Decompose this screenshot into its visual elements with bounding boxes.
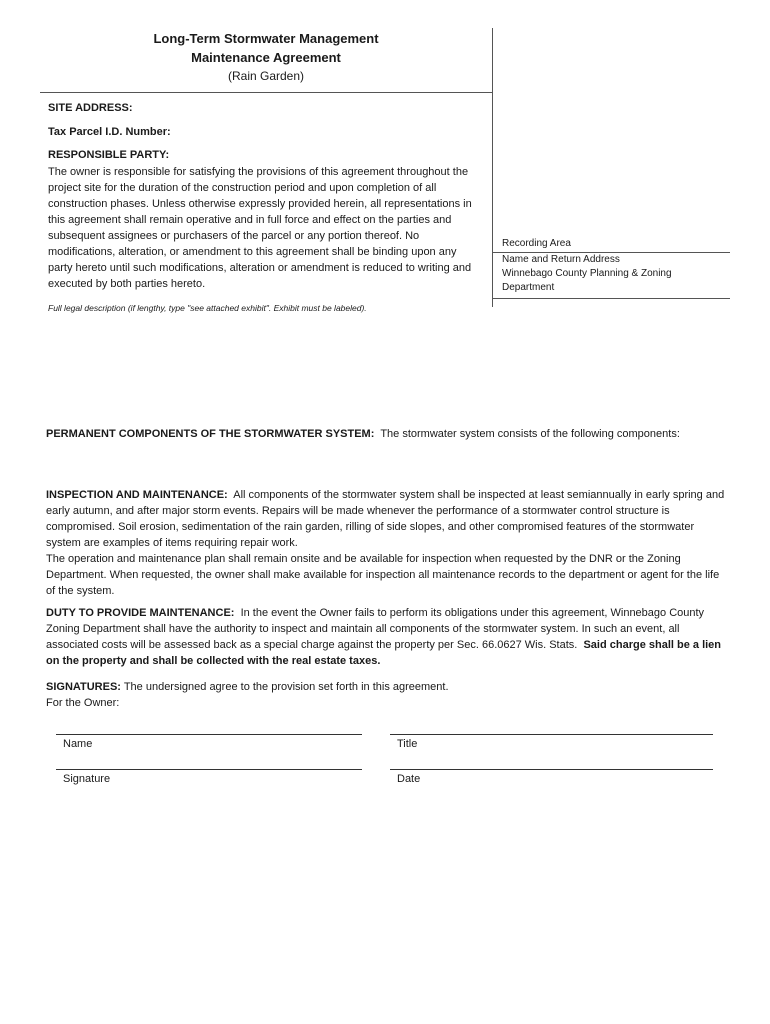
legal-description-note: Full legal description (if lengthy, type "see attached exhibit". Exhibit must be labeled). xyxy=(48,303,367,313)
duty-label: DUTY TO PROVIDE MAINTENANCE: xyxy=(46,607,235,619)
for-owner-label: For the Owner: xyxy=(46,697,120,709)
agreement-subtitle: (Rain Garden) xyxy=(227,69,305,83)
duty-bold-text: Said charge shall be a lien on the property and shall be collected with the real estate taxes. xyxy=(46,639,722,667)
return-address-line3: Department xyxy=(502,282,555,293)
inspection-text-2: The operation and maintenance plan shall remain onsite and be available for inspection when requested by the DNR or the Zoning Department. When requested, the owner shall make available for inspection all maintenance records to the department or agent for the life of the system. xyxy=(46,553,720,597)
signatures-section xyxy=(46,679,726,711)
duty-section xyxy=(46,605,726,669)
permanent-components-label: PERMANENT COMPONENTS OF THE STORMWATER SYSTEM: xyxy=(46,428,375,440)
return-address xyxy=(502,253,722,295)
signatures-text: The undersigned agree to the provision set forth in this agreement. xyxy=(123,681,449,693)
header-divider xyxy=(40,92,492,93)
signature-line[interactable] xyxy=(56,769,362,770)
name-signature-line[interactable] xyxy=(56,734,362,735)
inspection-label: INSPECTION AND MAINTENANCE: xyxy=(46,489,228,501)
inspection-text: All components of the stormwater system shall be inspected at least semiannually in early spring and early autumn, and after major storm events. Repairs will be made whenever the performance of a stormwater control structure is compromised. Soil erosion, sedimentation of the rain garden, rilling of side slopes, and other compromised features of the stormwater system are examples of items requiring repair work. xyxy=(46,489,725,549)
name-label: Name xyxy=(63,738,93,750)
responsible-party-text: The owner is responsible for satisfying the provisions of this agreement throughout the project site for the duration of the construction period and upon completion of all construction phases. Unless otherwise expressly provided herein, all representations in this agreement shall remain operative and in full force and effect on the parties and subsequent assignees or purchasers of the parcel or any portion thereof. No modifications, alteration, or amendment to this agreement shall be binding upon any party hereto until such modifications, alteration or amendment is reduced to writing and executed by both parties hereto. xyxy=(48,166,472,290)
site-address-label: SITE ADDRESS: xyxy=(48,102,133,114)
agreement-title-line1: Long-Term Stormwater Management xyxy=(153,31,379,46)
signature-label: Signature xyxy=(63,773,111,785)
inspection-section xyxy=(46,487,726,599)
permanent-components-section xyxy=(46,426,726,442)
return-address-line1: Name and Return Address xyxy=(502,254,620,265)
tax-parcel-label: Tax Parcel I.D. Number: xyxy=(48,126,171,138)
agreement-title-line2: Maintenance Agreement xyxy=(191,50,341,65)
recording-area-divider xyxy=(492,28,493,307)
permanent-components-text: The stormwater system consists of the following components: xyxy=(380,428,680,440)
date-label: Date xyxy=(397,773,421,785)
title-label: Title xyxy=(397,738,418,750)
responsible-party-label: RESPONSIBLE PARTY: xyxy=(48,149,170,161)
title-signature-line[interactable] xyxy=(390,734,713,735)
recording-area-bottom-rule xyxy=(492,298,730,299)
recording-area-label: Recording Area xyxy=(502,238,571,249)
signatures-label: SIGNATURES: xyxy=(46,681,121,693)
date-line[interactable] xyxy=(390,769,713,770)
return-address-line2: Winnebago County Planning & Zoning xyxy=(502,268,672,279)
duty-text: In the event the Owner fails to perform its obligations under this agreement, Winnebago County Zoning Department shall have the authority to inspect and maintain all components of the stormwater system. In such an event, all associated costs will be assessed back as a special charge against the property per Sec. 66.0627 Wis. Stats. xyxy=(46,607,705,651)
